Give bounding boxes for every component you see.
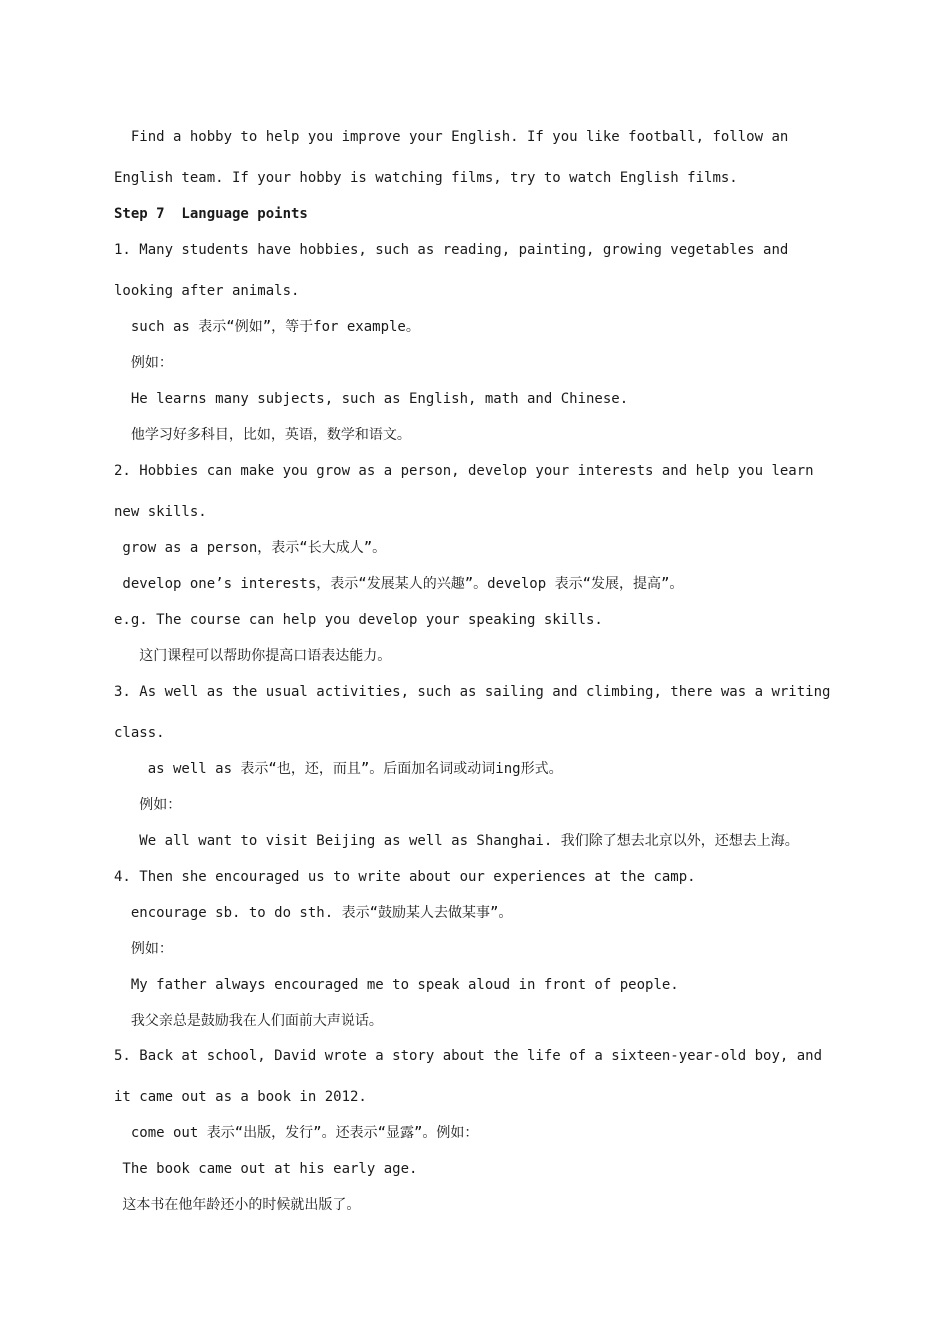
- point-3-sentence: 3. As well as the usual activities, such as sailing and climbing, there was a writing: [114, 684, 831, 700]
- point-4-example-label: 例如：: [114, 941, 173, 957]
- paragraph-line: English team. If your hobby is watching films, try to watch English films.: [114, 170, 738, 186]
- point-5-explanation: come out 表示“出版，发行”。还表示“显露”。例如：: [114, 1125, 479, 1141]
- point-2-explanation: develop one’s interests，表示“发展某人的兴趣”。develop 表示“发展，提高”。: [114, 576, 684, 592]
- point-2-explanation: grow as a person，表示“长大成人”。: [114, 540, 387, 556]
- point-4-sentence: 4. Then she encouraged us to write about our experiences at the camp.: [114, 869, 696, 885]
- paragraph-line: Find a hobby to help you improve your English. If you like football, follow an: [114, 129, 789, 145]
- point-2-example: e.g. The course can help you develop your speaking skills.: [114, 612, 603, 628]
- point-4-example: My father always encouraged me to speak aloud in front of people.: [114, 977, 679, 993]
- point-5-example: The book came out at his early age.: [114, 1161, 418, 1177]
- point-2-sentence: 2. Hobbies can make you grow as a person, develop your interests and help you learn: [114, 463, 814, 479]
- point-2-sentence-cont: new skills.: [114, 504, 207, 520]
- point-1-example: He learns many subjects, such as English, math and Chinese.: [114, 391, 629, 407]
- point-1-example-label: 例如：: [114, 355, 173, 371]
- point-5-translation: 这本书在他年龄还小的时候就出版了。: [114, 1197, 361, 1213]
- point-5-sentence-cont: it came out as a book in 2012.: [114, 1089, 367, 1105]
- point-3-example-label: 例如：: [114, 797, 182, 813]
- point-3-explanation: as well as 表示“也，还，而且”。后面加名词或动词ing形式。: [114, 761, 563, 777]
- point-1-sentence: 1. Many students have hobbies, such as reading, painting, growing vegetables and: [114, 242, 789, 258]
- point-1-explanation: such as 表示“例如”，等于for example。: [114, 319, 420, 335]
- point-2-translation: 这门课程可以帮助你提高口语表达能力。: [114, 648, 392, 664]
- point-1-translation: 他学习好多科目，比如，英语，数学和语文。: [114, 427, 411, 443]
- point-4-translation: 我父亲总是鼓励我在人们面前大声说话。: [114, 1013, 383, 1029]
- section-heading: Step 7 Language points: [114, 206, 308, 222]
- point-3-example: We all want to visit Beijing as well as Shanghai. 我们除了想去北京以外，还想去上海。: [114, 833, 799, 849]
- point-4-explanation: encourage sb. to do sth. 表示“鼓励某人去做某事”。: [114, 905, 513, 921]
- point-3-sentence-cont: class.: [114, 725, 165, 741]
- point-1-sentence-cont: looking after animals.: [114, 283, 300, 299]
- point-5-sentence: 5. Back at school, David wrote a story about the life of a sixteen-year-old boy, and: [114, 1048, 823, 1064]
